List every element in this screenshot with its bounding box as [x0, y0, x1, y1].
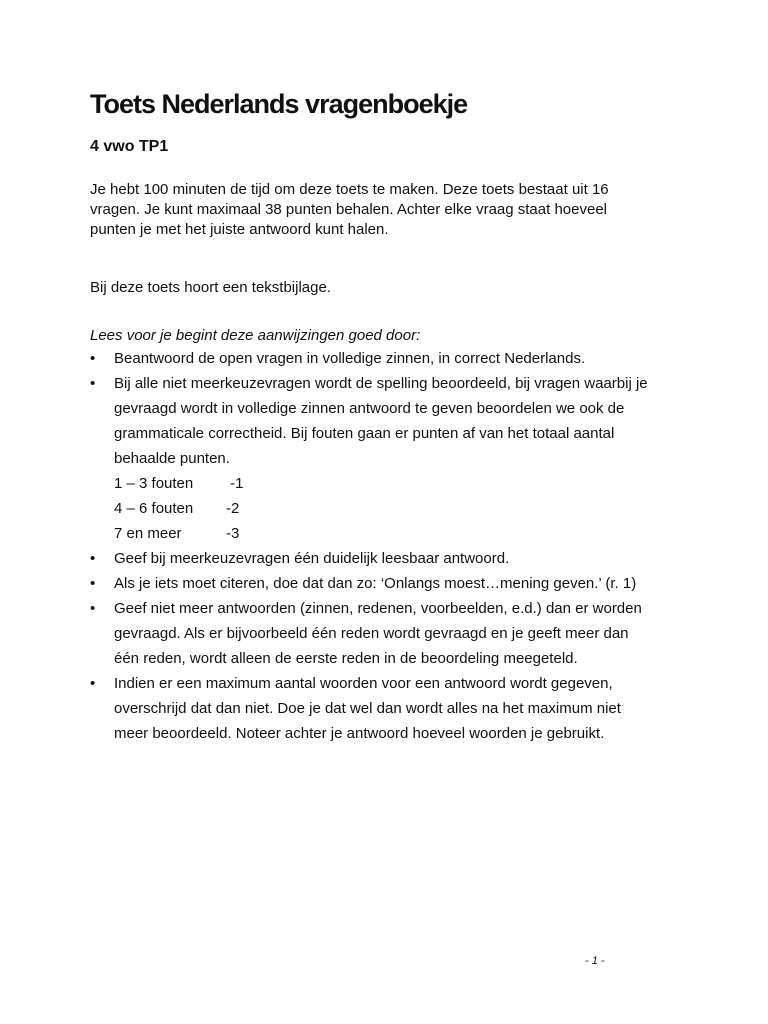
document-title: Toets Nederlands vragenboekje [90, 89, 468, 119]
document-subtitle: 4 vwo TP1 [90, 138, 169, 155]
penalty-row [114, 521, 678, 546]
penalty-points: -1 [226, 475, 244, 492]
bullet-icon: • [90, 575, 96, 592]
instructions-heading: Lees voor je begint deze aanwijzingen goed door: [90, 327, 421, 344]
bullet-icon: • [90, 600, 96, 617]
penalty-range: 7 en meer [114, 525, 182, 542]
rule-line: Indien er een maximum aantal woorden voor een antwoord wordt gegeven, [114, 675, 613, 692]
penalty-range: 1 – 3 fouten [114, 475, 194, 492]
penalty-points: -2 [226, 500, 240, 517]
intro-line: Je hebt 100 minuten de tijd om deze toets te maken. Deze toets bestaat uit 16 [90, 181, 609, 198]
rule-line: gevraagd. Als er bijvoorbeeld één reden wordt gevraagd en je geeft meer dan [114, 625, 629, 642]
rules-list [90, 346, 678, 746]
penalty-table [114, 471, 678, 546]
intro-paragraph [90, 180, 678, 240]
penalty-row [114, 471, 678, 496]
attachment-note: Bij deze toets hoort een tekstbijlage. [90, 279, 331, 296]
rule-line: behaalde punten. [114, 450, 230, 467]
intro-line: punten je met het juiste antwoord kunt halen. [90, 221, 389, 238]
rule-line: grammaticale correctheid. Bij fouten gaan er punten af van het totaal aantal [114, 425, 615, 442]
rule-line: één reden, wordt alleen de eerste reden in de beoordeling meegeteld. [114, 650, 578, 667]
penalty-range: 4 – 6 fouten [114, 500, 194, 517]
bullet-icon: • [90, 350, 96, 367]
rule-line: overschrijd dat dan niet. Doe je dat wel dan wordt alles na het maximum niet [114, 700, 621, 717]
rule-item [90, 596, 678, 671]
rule-line: Geef bij meerkeuzevragen één duidelijk leesbaar antwoord. [114, 550, 510, 567]
rule-line: Beantwoord de open vragen in volledige zinnen, in correct Nederlands. [114, 350, 586, 367]
rule-item [90, 371, 678, 546]
rule-line: Geef niet meer antwoorden (zinnen, redenen, voorbeelden, e.d.) dan er worden [114, 600, 642, 617]
bullet-icon: • [90, 550, 96, 567]
bullet-icon: • [90, 675, 96, 692]
rule-item [90, 346, 678, 371]
rule-line: gevraagd wordt in volledige zinnen antwoord te geven beoordelen we ook de [114, 400, 625, 417]
rule-item [90, 671, 678, 746]
bullet-icon: • [90, 375, 96, 392]
intro-line: vragen. Je kunt maximaal 38 punten behalen. Achter elke vraag staat hoeveel [90, 201, 607, 218]
penalty-row [114, 496, 678, 521]
rule-item [90, 571, 678, 596]
page-number: - 1 - [585, 955, 605, 967]
rule-line: Bij alle niet meerkeuzevragen wordt de spelling beoordeeld, bij vragen waarbij je [114, 375, 648, 392]
rule-line: Als je iets moet citeren, doe dat dan zo: ‘Onlangs moest…mening geven.’ (r. 1) [114, 575, 637, 592]
rule-item [90, 546, 678, 571]
rule-line: meer beoordeeld. Noteer achter je antwoord hoeveel woorden je gebruikt. [114, 725, 605, 742]
penalty-points: -3 [226, 525, 240, 542]
